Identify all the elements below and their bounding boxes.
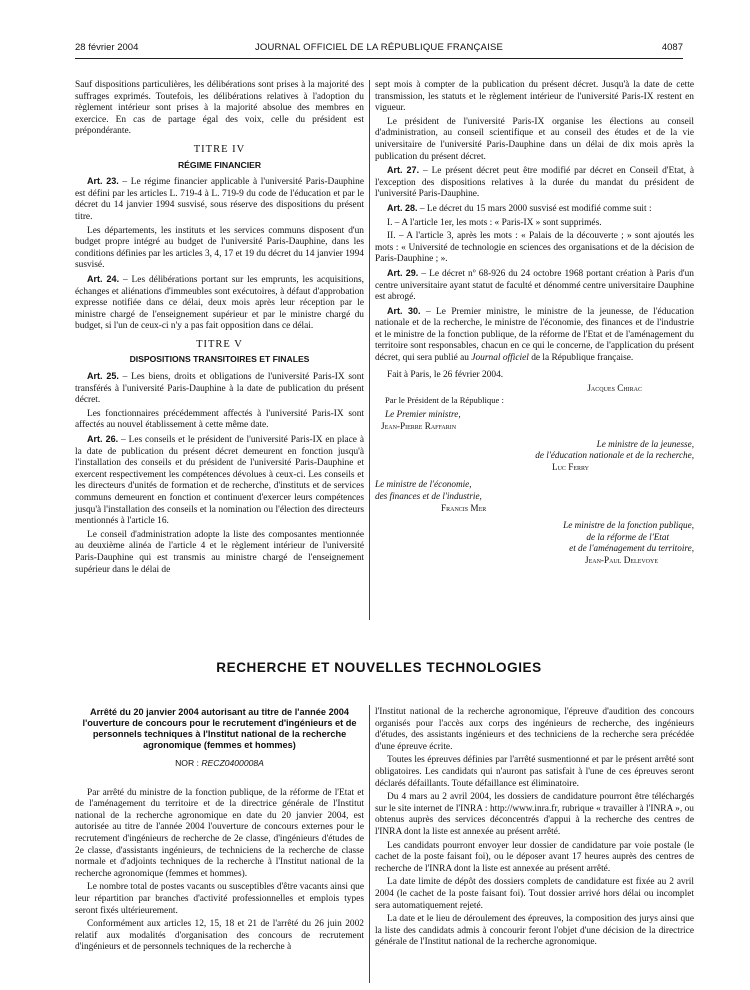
- article-label: Art. 25.: [87, 371, 119, 382]
- titre-subheading: DISPOSITIONS TRANSITOIRES ET FINALES: [129, 354, 310, 365]
- signature-intro: Par le Président de la République :: [385, 394, 504, 405]
- paragraph: I. – A l'article 1er, les mots : « Paris-IX » sont supprimés.: [387, 217, 602, 228]
- article-25: Art. 25. – Les biens, droits et obligations de l'université Paris-IX sont transférés à l'université Paris-Dauphine à la date de publication du présent décret.: [75, 371, 364, 406]
- paragraph: Le nombre total de postes vacants ou susceptibles d'être vacants ainsi que leur répartition par branches d'activité professionnelles et emplois types seront fixés ultérieurement.: [75, 882, 364, 916]
- article-label: Art. 27.: [387, 165, 420, 176]
- page-header: [75, 42, 683, 56]
- column-3: [75, 707, 364, 956]
- column-1: [75, 80, 364, 578]
- arrete-title: Arrêté du 20 janvier 2004 autorisant au titre de l'année 2004 l'ouverture de concours pour le recrutement d'ingénieurs et de personnels techniques à l'Institut national de la recherche agronomique (femmes et hommes): [82, 707, 357, 750]
- article-label: Art. 30.: [387, 305, 421, 316]
- paragraph: Conformément aux articles 12, 15, 18 et 21 de l'arrêté du 26 juin 2002 relatif aux modalités d'organisation des concours de recrutement d'ingénieurs et de personnels techniques de la recherche à: [75, 919, 364, 953]
- article-29: Art. 29. – Le décret nº 68-926 du 24 octobre 1968 portant création à Paris d'un centre universitaire ayant statut de faculté et dénommé centre universitaire Dauphine est abrogé.: [375, 267, 694, 303]
- header-date: 28 février 2004: [75, 42, 139, 53]
- article-label: Art. 23.: [87, 176, 119, 187]
- titre-heading: TITRE IV: [193, 143, 246, 155]
- fait-a-paris: Fait à Paris, le 26 février 2004.: [387, 369, 504, 380]
- titre-heading: TITRE V: [196, 338, 243, 350]
- section-title: RECHERCHE ET NOUVELLES TECHNOLOGIES: [216, 660, 542, 675]
- paragraph: II. – A l'article 3, après les mots : « Palais de la découverte ; » sont ajoutés les mots : « Université de technologie en sciences des organisations et de la décision de Paris-Dauphine ; ».: [375, 231, 694, 265]
- article-label: Art. 28.: [387, 202, 418, 213]
- column-2: [375, 80, 694, 567]
- header-journal-title: JOURNAL OFFICIEL DE LA RÉPUBLIQUE FRANÇAISE: [254, 42, 504, 53]
- paragraph: Les candidats pourront envoyer leur dossier de candidature par voie postale (le cachet de la poste faisant foi), ou le déposer avant 17 heures auprès des centres de recherche de l'INRA dont la liste est annexée au présent arrêté.: [375, 840, 694, 874]
- paragraph: La date limite de dépôt des dossiers complets de candidature est fixée au 2 avril 2004 (le cachet de la poste faisant foi). Tout dossier arrivé hors délai ou incomplet sera automatiquement rejeté.: [375, 877, 694, 911]
- article-30: Art. 30. – Le Premier ministre, le ministre de la jeunesse, de l'éducation nationale et de la recherche, le ministre de l'économie, des finances et de l'industrie et le ministre de la fonction publique, de la réforme de l'Etat et de l'aménagement du territoire sont responsables, chacun en ce qui le concerne, de l'application du présent décret, qui sera publié au Journal officiel de la République française.: [375, 305, 694, 364]
- column-divider: [369, 80, 370, 620]
- article-27: Art. 27. – Le présent décret peut être modifié par décret en Conseil d'Etat, à l'exception des dispositions relatives à la durée du mandat du président de l'université Paris-Dauphine.: [375, 165, 694, 200]
- paragraph: Du 4 mars au 2 avril 2004, les dossiers de candidature pourront être téléchargés sur le site internet de l'INRA : http://www.inra.fr, rubrique « travailler à l'INRA », ou obtenus auprès des services déconcentrés d'appui à la recherche des centres de l'INRA dont la liste est annexée au présent arrêté.: [375, 792, 694, 837]
- paragraph: Le président de l'université Paris-IX organise les élections au conseil d'administration, au conseil scientifique et au conseil des études et de la vie universitaire de l'université Paris-Dauphine dans un délai de dix mois après la publication du présent décret.: [375, 116, 694, 162]
- nor-reference: NOR : RECZ0400008A: [175, 758, 264, 768]
- titre-subheading: RÉGIME FINANCIER: [177, 159, 262, 170]
- signature-name: Jean-Paul Delevoye: [585, 554, 658, 565]
- article-label: Art. 29.: [387, 267, 419, 278]
- paragraph: Les départements, les instituts et les services communs disposent d'un budget propre intégré au budget de l'université Paris-Dauphine, dans les conditions définies par les articles 3, 4, 17 et 19 du décret du 14 janvier 1994 susvisé.: [75, 225, 364, 271]
- signature-title: Le ministre de la jeunesse,: [596, 438, 694, 449]
- signature-title: Le ministre de l'économie,: [375, 479, 472, 490]
- header-rule: [75, 58, 683, 59]
- signature-title: des finances et de l'industrie,: [375, 491, 482, 501]
- signature-name: Francis Mer: [441, 502, 487, 513]
- paragraph: Par arrêté du ministre de la fonction publique, de la réforme de l'Etat et de l'aménagement du territoire et de la directrice générale de l'Institut national de la recherche agronomique en date du 20 janvier 2004, est autorisée au titre de l'année 2004 l'ouverture de concours externes pour le recrutement d'ingénieurs de recherche de 2e classe, d'ingénieurs d'études de 2e classe, d'assistants ingénieurs, de techniciens de la recherche de classe normale et d'adjoints techniques de la recherche à l'Institut national de la recherche agronomique (femmes et hommes).: [75, 787, 364, 879]
- signature-name: Luc Ferry: [551, 461, 589, 472]
- signature-title: Le ministre de la fonction publique,: [563, 520, 694, 531]
- paragraph: Le conseil d'administration adopte la liste des composantes mentionnée au deuxième alinéa de l'article 4 et le règlement intérieur de l'université Paris-Dauphine qui est transmis au ministre chargé de l'enseignement supérieur dans le délai de: [75, 529, 364, 575]
- signature-title: et de l'aménagement du territoire,: [569, 543, 694, 554]
- column-4: [375, 707, 694, 951]
- article-26: Art. 26. – Les conseils et le président de l'université Paris-IX en place à la date de publication du présent décret demeurent en fonction jusqu'à l'installation des conseils et du président de l'université Paris-Dauphine et exercent respectivement les compétences dévolues à ceux-ci. Les conseils et les directeurs d'unités de formation et de recherche, d'instituts et de services communs demeurent en fonction et continuent d'exercer leurs compétences jusqu'à l'installation des conseils et la nomination ou l'élection des directeurs mentionnés à l'article 16.: [75, 434, 365, 527]
- paragraph: l'Institut national de la recherche agronomique, l'épreuve d'audition des concours organisés pour l'accès aux corps des ingénieurs de recherche, des ingénieurs d'études, des assistants ingénieurs et des techniciens de la recherche sera précédée d'une épreuve écrite.: [375, 707, 694, 752]
- signature-title: de l'éducation nationale et de la recherche,: [535, 450, 694, 461]
- signature-title: de la réforme de l'Etat: [586, 531, 669, 542]
- paragraph: Toutes les épreuves définies par l'arrêté susmentionné et par le présent arrêté sont obligatoires. Les candidats qui n'auront pas satisfait à l'une de ces épreuves seront déclarés défaillants. Toute défaillance est éliminatoire.: [375, 755, 694, 789]
- article-23: Art. 23. – Le régime financier applicable à l'université Paris-Dauphine est défini par les articles L. 719-4 à L. 719-9 du code de l'éducation et par le décret du 14 janvier 1994 susvisé, sous réserve des dispositions du présent titre.: [75, 176, 364, 222]
- paragraph: Les fonctionnaires précédemment affectés à l'université Paris-IX sont affectés au nouvel établissement à cette même date.: [75, 408, 364, 431]
- paragraph: Sauf dispositions particulières, les délibérations sont prises à la majorité des suffrages exprimés. Toutefois, les délibérations relatives à l'adoption du règlement intérieur sont prises à la majorité absolue des membres en exercice. En cas de partage égal des voix, celle du président est prépondérante.: [75, 80, 364, 137]
- signature-name: Jacques Chirac: [587, 383, 642, 394]
- signature-name: Jean-Pierre Raffarin: [381, 421, 457, 432]
- column-divider: [369, 705, 370, 983]
- article-24: Art. 24. – Les délibérations portant sur les emprunts, les acquisitions, échanges et aliénations d'immeubles sont exécutoires, à défaut d'approbation expresse notifiée dans ce délai, deux mois après leur réception par le ministre chargé de l'enseignement supérieur et par le ministre chargé du budget, si l'un de ceux-ci n'y a pas fait opposition dans ce délai.: [75, 273, 365, 332]
- article-28: Art. 28. – Le décret du 15 mars 2000 susvisé est modifié comme suit :: [387, 202, 652, 214]
- article-label: Art. 24.: [87, 273, 120, 284]
- paragraph: sept mois à compter de la publication du présent décret. Jusqu'à la date de cette transmission, les statuts et le règlement intérieur de l'université Paris-IX restent en vigueur.: [375, 80, 694, 114]
- signature-title: Le Premier ministre,: [385, 409, 461, 420]
- header-page-number: 4087: [661, 42, 683, 53]
- paragraph: La date et le lieu de déroulement des épreuves, la composition des jurys ainsi que la liste des candidats admis à concourir feront l'objet d'une décision de la directrice générale de l'Institut national de la recherche agronomique.: [375, 914, 694, 948]
- article-label: Art. 26.: [87, 434, 119, 445]
